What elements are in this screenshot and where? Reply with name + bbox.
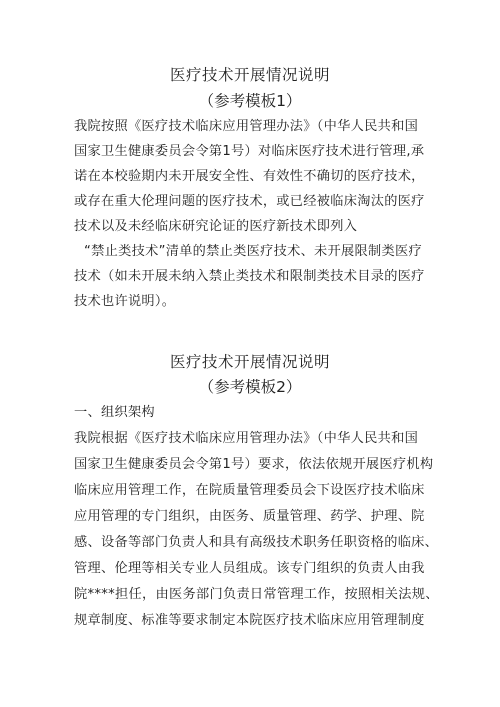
section2-line: 我院根据《医疗技术临床应用管理办法》（中华人民共和国 [74,431,419,446]
section1-line: 技术也许说明）。 [74,294,176,309]
section1-line: 诺在本校验期内未开展安全性、有效性不确切的医疗技术， [74,169,425,184]
section2-heading: 一、组织架构 [74,405,155,420]
section2-subtitle: （参考模板2） [198,378,302,396]
section2-line: 临床应用管理工作，在院质量管理委员会下设医疗技术临床 [74,483,425,498]
section1-line: 或存在重大伦理问题的医疗技术，或已经被临床淘汰的医疗 [74,194,425,209]
section1-line: “禁止类技术”清单的禁止类医疗技术、未开展限制类医疗 [84,244,422,259]
section2-line: 感、设备等部门负责人和具有高级技术职务任职资格的临床、 [74,535,439,550]
section2-line: 应用管理的专门组织，由医务、质量管理、药学、护理、院 [74,509,425,524]
section1-line: 国家卫生健康委员会令第1号）对临床医疗技术进行管理,承 [74,144,425,159]
section1-line: 技术（如未开展未纳入禁止类技术和限制类技术目录的医疗 [74,269,425,284]
section2-line: 院****担任，由医务部门负责日常管理工作，按照相关法规、 [74,587,439,602]
section1-line: 技术以及未经临床研究论证的医疗新技术即列入 [74,219,358,234]
section1-subtitle: （参考模板1） [198,92,302,110]
section1-line: 我院按照《医疗技术临床应用管理办法》（中华人民共和国 [74,119,419,134]
section1-title: 医疗技术开展情况说明 [169,66,330,84]
section2-line: 国家卫生健康委员会令第1号）要求，依法依规开展医疗机构 [74,457,434,472]
section2-title: 医疗技术开展情况说明 [169,353,330,371]
section2-line: 规章制度、标准等要求制定本院医疗技术临床应用管理制度 [74,613,425,628]
section2-line: 管理、伦理等相关专业人员组成。该专门组织的负责人由我 [74,561,425,576]
